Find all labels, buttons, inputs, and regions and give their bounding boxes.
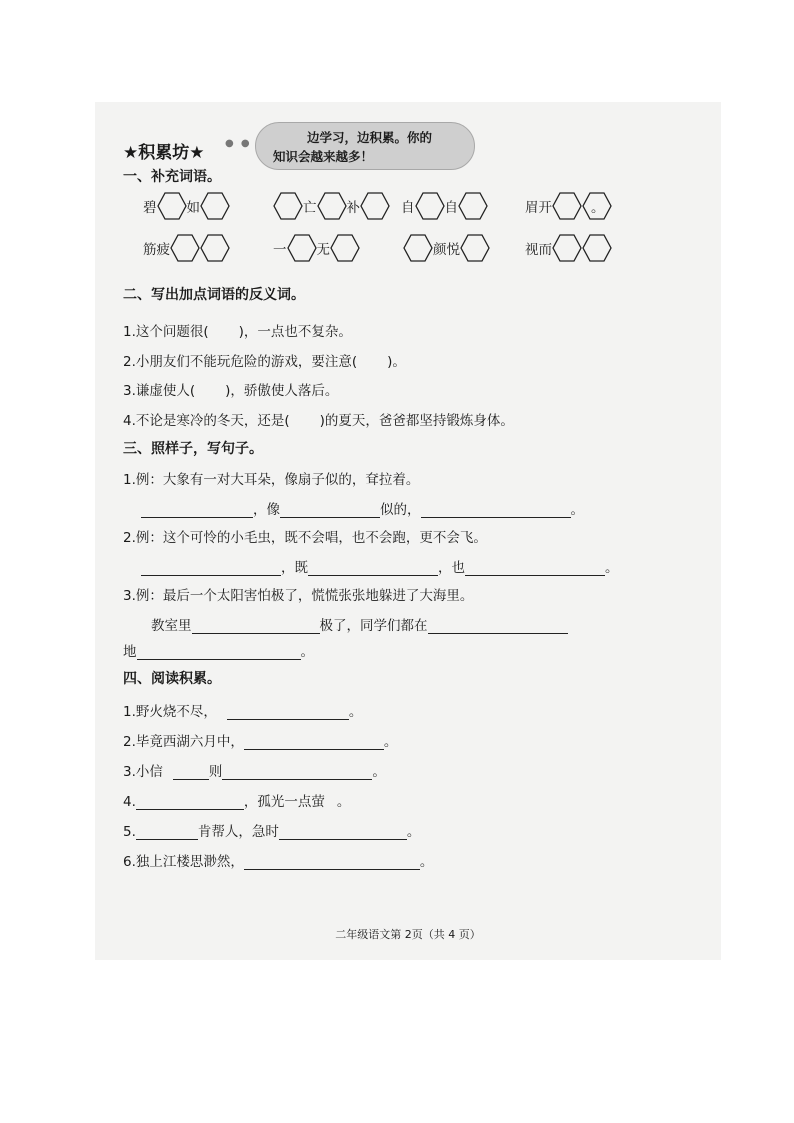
- word-char: 如: [186, 200, 200, 216]
- word-item-4: [525, 192, 612, 220]
- hexagon-box[interactable]: [458, 192, 488, 220]
- poem-line-5: [123, 820, 420, 840]
- word-char: 自: [444, 200, 458, 216]
- answer-line-3b: [123, 640, 314, 660]
- answer-blank[interactable]: [465, 560, 605, 576]
- word-char: 亡: [303, 200, 317, 216]
- hexagon-box[interactable]: [552, 234, 582, 262]
- hexagon-box[interactable]: [330, 234, 360, 262]
- sentence-text: ，既: [281, 560, 308, 576]
- poem-text: 1.野火烧不尽，: [123, 704, 217, 720]
- section-heading-4: 四、阅读积累。: [123, 671, 221, 687]
- sentence-text: 。: [570, 502, 584, 518]
- hexagon-box[interactable]: [415, 192, 445, 220]
- sentence-text: 似的，: [380, 502, 421, 518]
- hexagon-box[interactable]: [552, 192, 582, 220]
- answer-blank[interactable]: [280, 502, 380, 518]
- poem-text: 。: [336, 794, 351, 810]
- hexagon-box[interactable]: [403, 234, 433, 262]
- poem-text: 。: [372, 764, 386, 780]
- question-text: )，一点也不复杂。: [238, 324, 352, 340]
- sentence-text: 极了，同学们都在: [319, 618, 428, 634]
- hexagon-box[interactable]: [582, 234, 612, 262]
- antonym-question-4: [123, 409, 514, 429]
- poem-text: 。: [383, 734, 398, 750]
- decoration-dots: ● ●: [225, 138, 252, 149]
- sentence-text: 教室里: [151, 618, 192, 634]
- cloud-line-2: 知识会越来越多！: [273, 149, 374, 164]
- hexagon-box[interactable]: [157, 192, 187, 220]
- word-char: 碧: [143, 200, 157, 216]
- hexagon-box[interactable]: [317, 192, 347, 220]
- poem-text: 。: [419, 854, 434, 870]
- answer-blank[interactable]: [141, 502, 253, 518]
- period-mark: 。: [591, 200, 605, 216]
- word-item-6: [273, 234, 360, 262]
- answer-blank[interactable]: [192, 618, 320, 634]
- antonym-question-2: [123, 350, 406, 370]
- question-text: )的夏天，爸爸都坚持锻炼身体。: [319, 413, 514, 429]
- poem-line-4: [123, 790, 350, 810]
- word-char: 视而: [525, 242, 552, 258]
- antonym-question-1: [123, 320, 352, 340]
- poem-text: 4.: [123, 794, 136, 810]
- word-char: 颜悦: [433, 242, 460, 258]
- poem-text: 2.毕竟西湖六月中，: [123, 734, 244, 750]
- poem-text: 肯帮人，急时: [197, 824, 279, 840]
- sentence-text: ，也: [438, 560, 465, 576]
- answer-blank[interactable]: [141, 560, 281, 576]
- poem-text: 3.小信: [123, 764, 163, 780]
- scanned-page: [95, 102, 721, 960]
- word-char: 眉开: [525, 200, 552, 216]
- hexagon-box[interactable]: [582, 192, 612, 220]
- answer-blank[interactable]: [136, 824, 198, 840]
- sentence-text: ，像: [253, 502, 280, 518]
- answer-blank[interactable]: [137, 644, 301, 660]
- word-item-3: [401, 192, 488, 220]
- answer-line-2: [141, 556, 619, 576]
- poem-line-2: [123, 730, 397, 750]
- word-char: 补: [346, 200, 360, 216]
- answer-blank[interactable]: [421, 502, 571, 518]
- section-heading-1: 一、补充词语。: [123, 169, 221, 185]
- hexagon-box[interactable]: [460, 234, 490, 262]
- question-text: 1.这个问题很(: [123, 324, 209, 340]
- cloud-line-1: 边学习，边积累。你的: [307, 130, 433, 145]
- poem-line-3: [123, 760, 386, 780]
- answer-blank[interactable]: [136, 794, 244, 810]
- answer-blank[interactable]: [244, 734, 384, 750]
- word-char: 一: [273, 242, 287, 258]
- page-footer: 二年级语文第 2页（共 4 页）: [335, 928, 481, 941]
- word-item-2: [273, 192, 390, 220]
- word-item-5: [143, 234, 230, 262]
- example-sentence-2: 2.例：这个可怜的小毛虫，既不会唱，也不会跑，更不会飞。: [123, 530, 487, 546]
- section-heading-3: 三、照样子，写句子。: [123, 441, 263, 457]
- hexagon-box[interactable]: [287, 234, 317, 262]
- answer-blank[interactable]: [428, 618, 568, 634]
- word-char: 自: [401, 200, 415, 216]
- hexagon-box[interactable]: [200, 192, 230, 220]
- sentence-text: 。: [300, 644, 314, 660]
- poem-text: 则: [208, 764, 223, 780]
- poem-line-6: [123, 850, 433, 870]
- hexagon-box[interactable]: [360, 192, 390, 220]
- poem-text: ，孤光一点萤: [243, 794, 325, 810]
- hexagon-box[interactable]: [273, 192, 303, 220]
- word-item-1: [143, 192, 230, 220]
- answer-blank[interactable]: [173, 764, 209, 780]
- question-text: 3.谦虚使人(: [123, 383, 196, 399]
- sentence-text: 地: [123, 644, 137, 660]
- answer-blank[interactable]: [308, 560, 438, 576]
- antonym-question-3: [123, 379, 338, 399]
- answer-blank[interactable]: [222, 764, 372, 780]
- sentence-text: 。: [605, 560, 619, 576]
- word-item-8: [525, 234, 612, 262]
- question-text: )。: [387, 354, 406, 370]
- question-text: 2.小朋友们不能玩危险的游戏，要注意(: [123, 354, 358, 370]
- poem-text: 。: [406, 824, 421, 840]
- example-sentence-3: 3.例：最后一个太阳害怕极了，慌慌张张地躲进了大海里。: [123, 588, 474, 604]
- page-heading: ★积累坊★: [123, 143, 205, 163]
- word-char: 筋疲: [143, 242, 170, 258]
- answer-blank[interactable]: [227, 704, 349, 720]
- bleed-through-text: [623, 220, 721, 960]
- question-text: 4.不论是寒冷的冬天，还是(: [123, 413, 290, 429]
- poem-line-1: [123, 700, 362, 720]
- answer-blank[interactable]: [279, 824, 407, 840]
- poem-text: 6.独上江楼思渺然，: [123, 854, 244, 870]
- hexagon-box[interactable]: [200, 234, 230, 262]
- answer-line-1: [141, 498, 584, 518]
- answer-line-3a: [151, 614, 568, 634]
- question-text: )，骄傲使人落后。: [225, 383, 339, 399]
- section-heading-2: 二、写出加点词语的反义词。: [123, 287, 305, 303]
- poem-text: 5.: [123, 824, 136, 840]
- answer-blank[interactable]: [244, 854, 420, 870]
- word-item-7: [403, 234, 490, 262]
- hexagon-box[interactable]: [170, 234, 200, 262]
- example-sentence-1: 1.例：大象有一对大耳朵，像扇子似的，耷拉着。: [123, 472, 420, 488]
- cloud-bubble-text: [273, 128, 473, 166]
- word-char: 无: [316, 242, 330, 258]
- poem-text: 。: [348, 704, 363, 720]
